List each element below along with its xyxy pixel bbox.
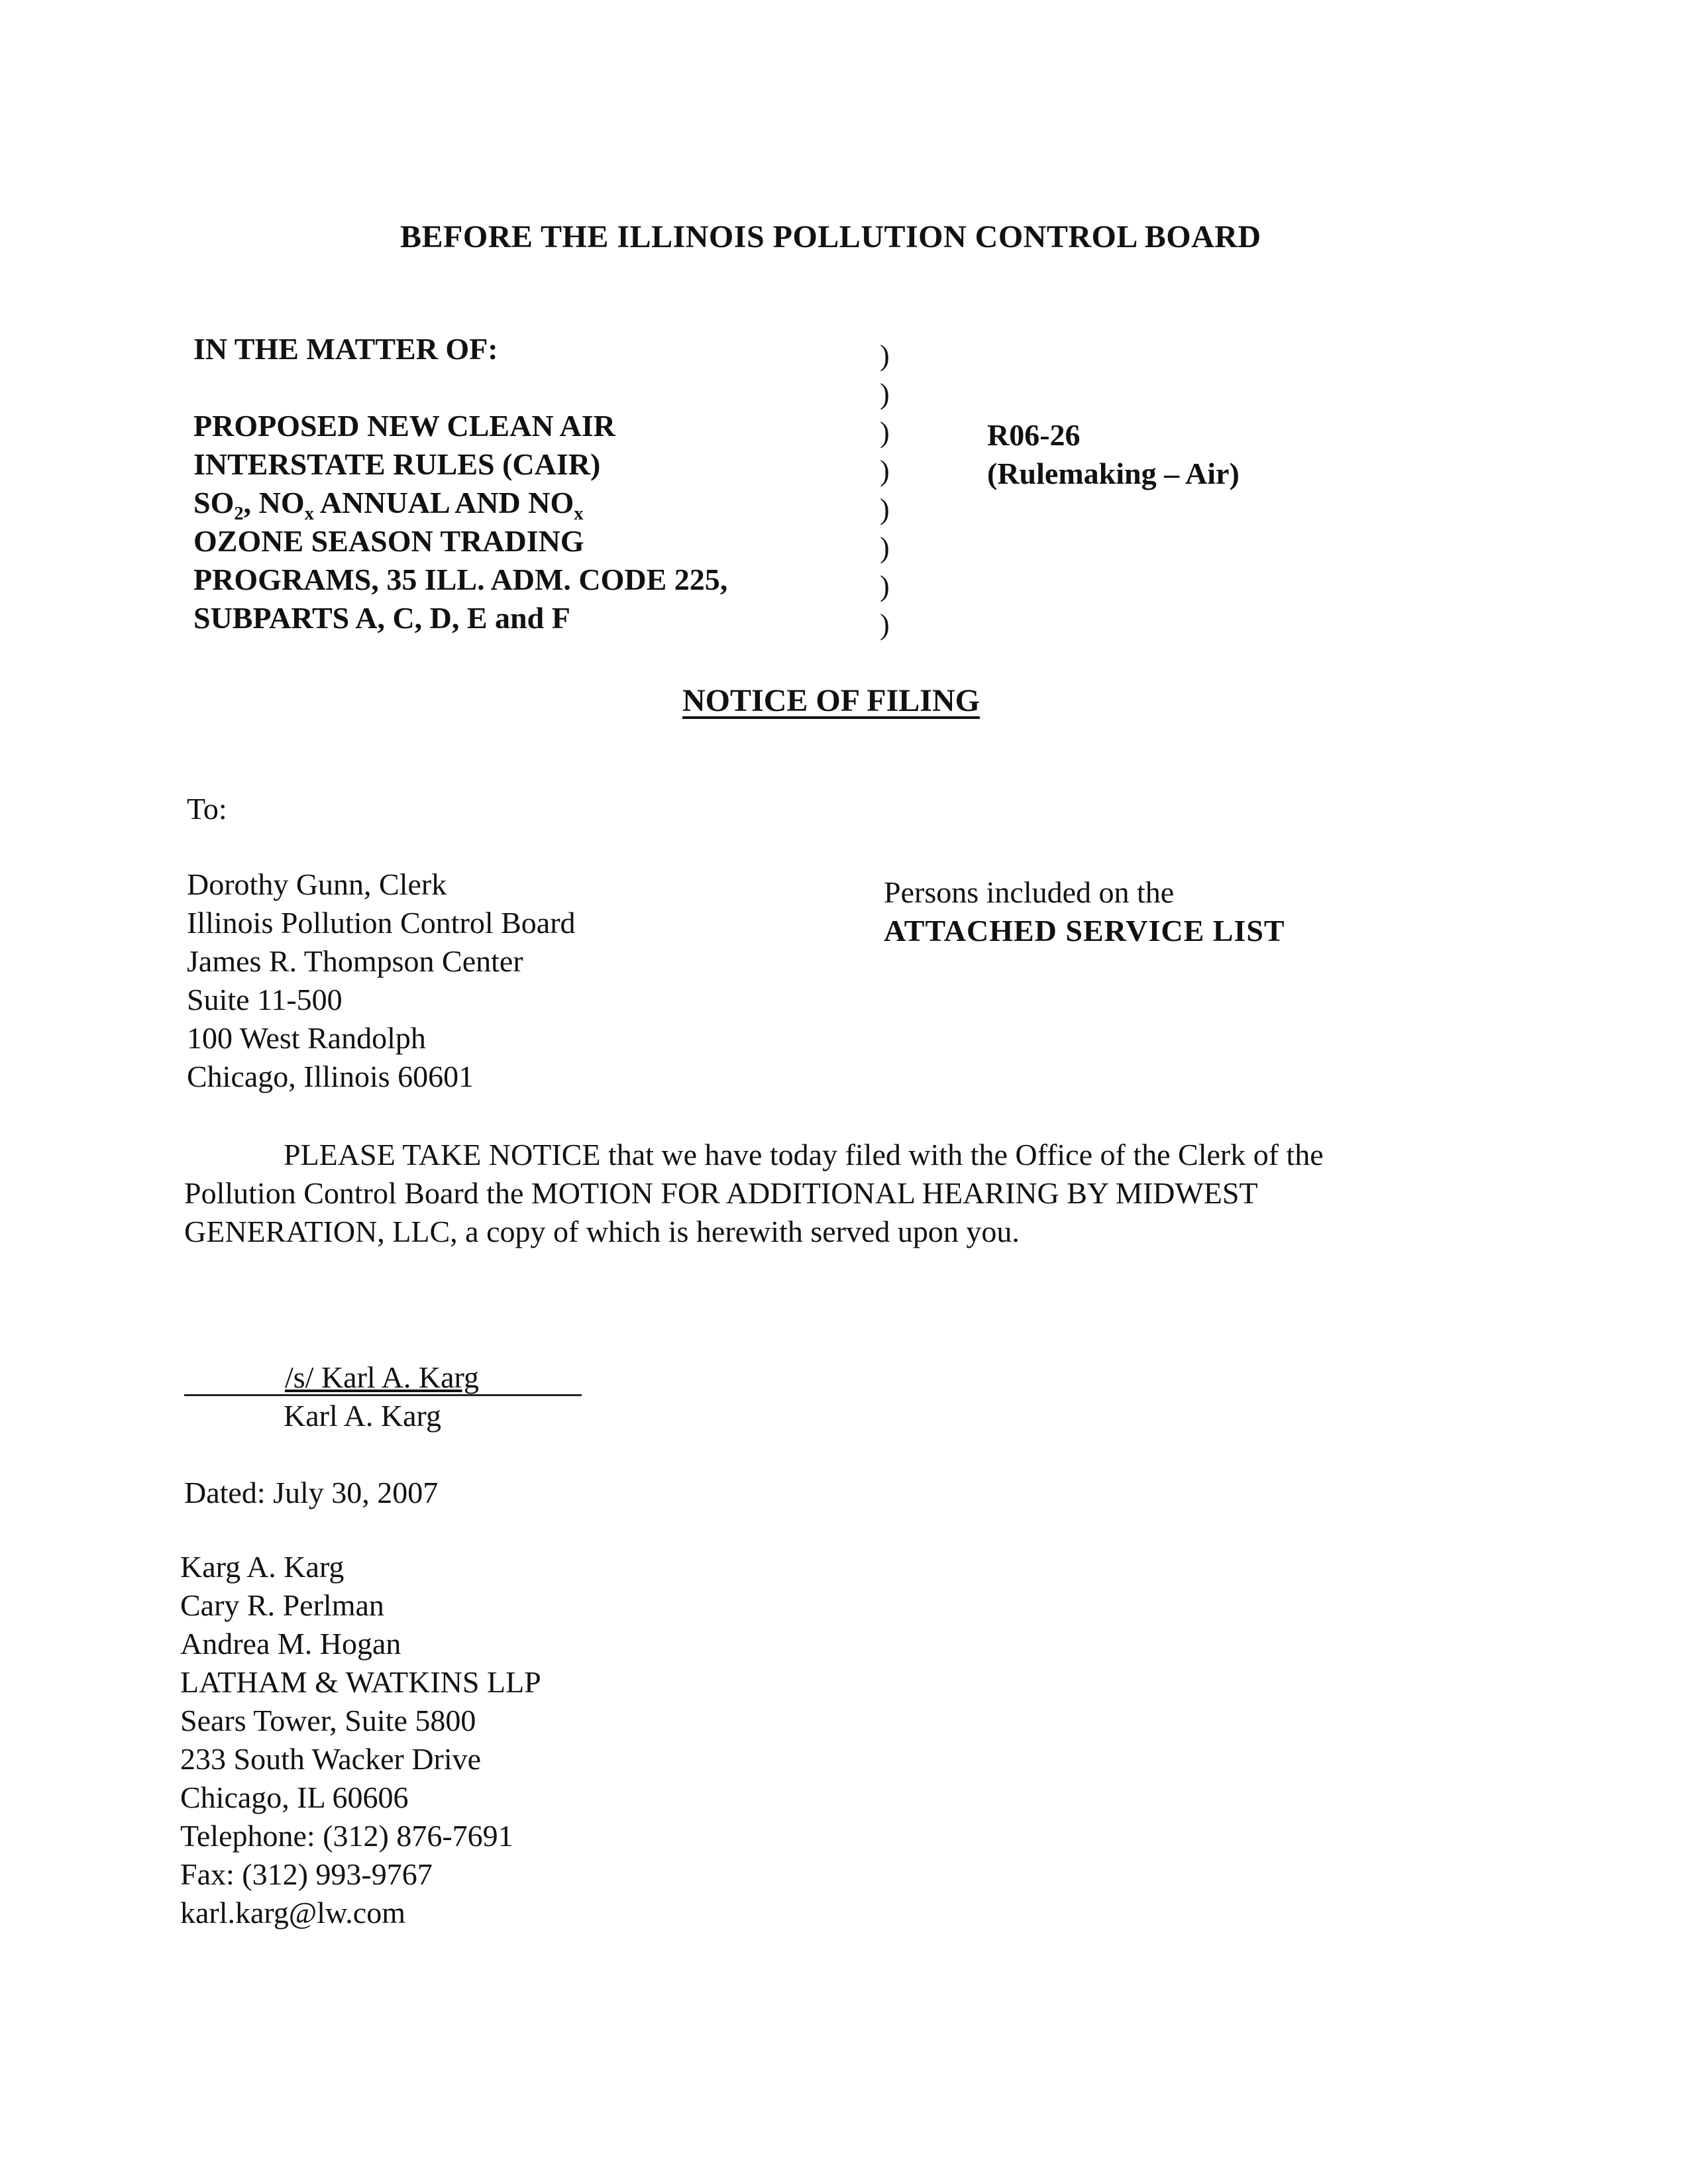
recipient-address <box>187 865 576 1096</box>
attorney-1: Karg A. Karg <box>180 1550 344 1584</box>
signature-line <box>184 1394 582 1396</box>
caption-line-6: SUBPARTS A, C, D, E and F <box>193 601 570 635</box>
docket-type: (Rulemaking – Air) <box>987 457 1240 490</box>
paren: ) <box>880 416 890 449</box>
paren: ) <box>880 531 890 564</box>
recipient-street: 100 West Randolph <box>187 1021 426 1055</box>
recipient-building: James R. Thompson Center <box>187 944 523 978</box>
attorney-2: Cary R. Perlman <box>180 1588 384 1622</box>
notice-line-2: Pollution Control Board the MOTION FOR ADDITIONAL HEARING BY MIDWEST <box>184 1176 1258 1210</box>
recipient-suite: Suite 11-500 <box>187 983 343 1016</box>
caption-sub: x <box>574 503 584 524</box>
electronic-signature: /s/ Karl A. Karg <box>285 1360 480 1394</box>
firm-email: karl.karg@lw.com <box>180 1896 405 1930</box>
attorney-3: Andrea M. Hogan <box>180 1627 401 1661</box>
to-label: To: <box>187 792 227 826</box>
recipient-org: Illinois Pollution Control Board <box>187 906 576 940</box>
matter-label: IN THE MATTER OF: <box>193 332 498 366</box>
firm-building: Sears Tower, Suite 5800 <box>180 1704 476 1737</box>
firm-block <box>180 1548 541 1932</box>
caption-line-1: PROPOSED NEW CLEAN AIR <box>193 409 615 443</box>
caption-no: , NO <box>243 486 305 519</box>
page-title: BEFORE THE ILLINOIS POLLUTION CONTROL BOARD <box>400 219 1261 254</box>
paren: ) <box>880 570 890 602</box>
firm-fax: Fax: (312) 993-9767 <box>180 1857 433 1891</box>
case-caption <box>193 330 727 637</box>
notice-paragraph <box>184 1136 1509 1251</box>
caption-parentheses <box>880 337 890 644</box>
firm-street: 233 South Wacker Drive <box>180 1742 482 1776</box>
caption-line-2: INTERSTATE RULES (CAIR) <box>193 447 601 481</box>
paren: ) <box>880 339 890 372</box>
recipient-name: Dorothy Gunn, Clerk <box>187 867 447 901</box>
paren: ) <box>880 493 890 525</box>
date-line: Dated: July 30, 2007 <box>184 1476 439 1509</box>
caption-sub: 2 <box>234 503 244 524</box>
firm-telephone: Telephone: (312) 876-7691 <box>180 1819 513 1853</box>
caption-sub: x <box>304 503 314 524</box>
docket-number: R06-26 <box>987 418 1081 452</box>
caption-line-3 <box>193 484 727 522</box>
paren: ) <box>880 455 890 487</box>
signer-name: Karl A. Karg <box>284 1399 442 1433</box>
recipient-city: Chicago, Illinois 60601 <box>187 1060 474 1093</box>
firm-city: Chicago, IL 60606 <box>180 1780 409 1814</box>
service-list-note <box>884 873 1285 950</box>
caption-annual: ANNUAL AND NO <box>313 486 574 519</box>
service-list-line-2: ATTACHED SERVICE LIST <box>884 914 1285 948</box>
paren: ) <box>880 378 890 410</box>
caption-line-4: OZONE SEASON TRADING <box>193 524 584 558</box>
notice-line-1: PLEASE TAKE NOTICE that we have today filed with the Office of the Clerk of the <box>284 1138 1324 1172</box>
firm-name: LATHAM & WATKINS LLP <box>180 1665 541 1699</box>
paren: ) <box>880 608 890 641</box>
notice-title: NOTICE OF FILING <box>682 683 980 718</box>
caption-line-5: PROGRAMS, 35 ILL. ADM. CODE 225, <box>193 563 728 596</box>
spacer <box>193 368 727 407</box>
docket-info <box>987 416 1240 493</box>
notice-line-3: GENERATION, LLC, a copy of which is herewith served upon you. <box>184 1215 1020 1248</box>
service-list-line-1: Persons included on the <box>884 875 1175 909</box>
caption-so: SO <box>193 486 235 519</box>
